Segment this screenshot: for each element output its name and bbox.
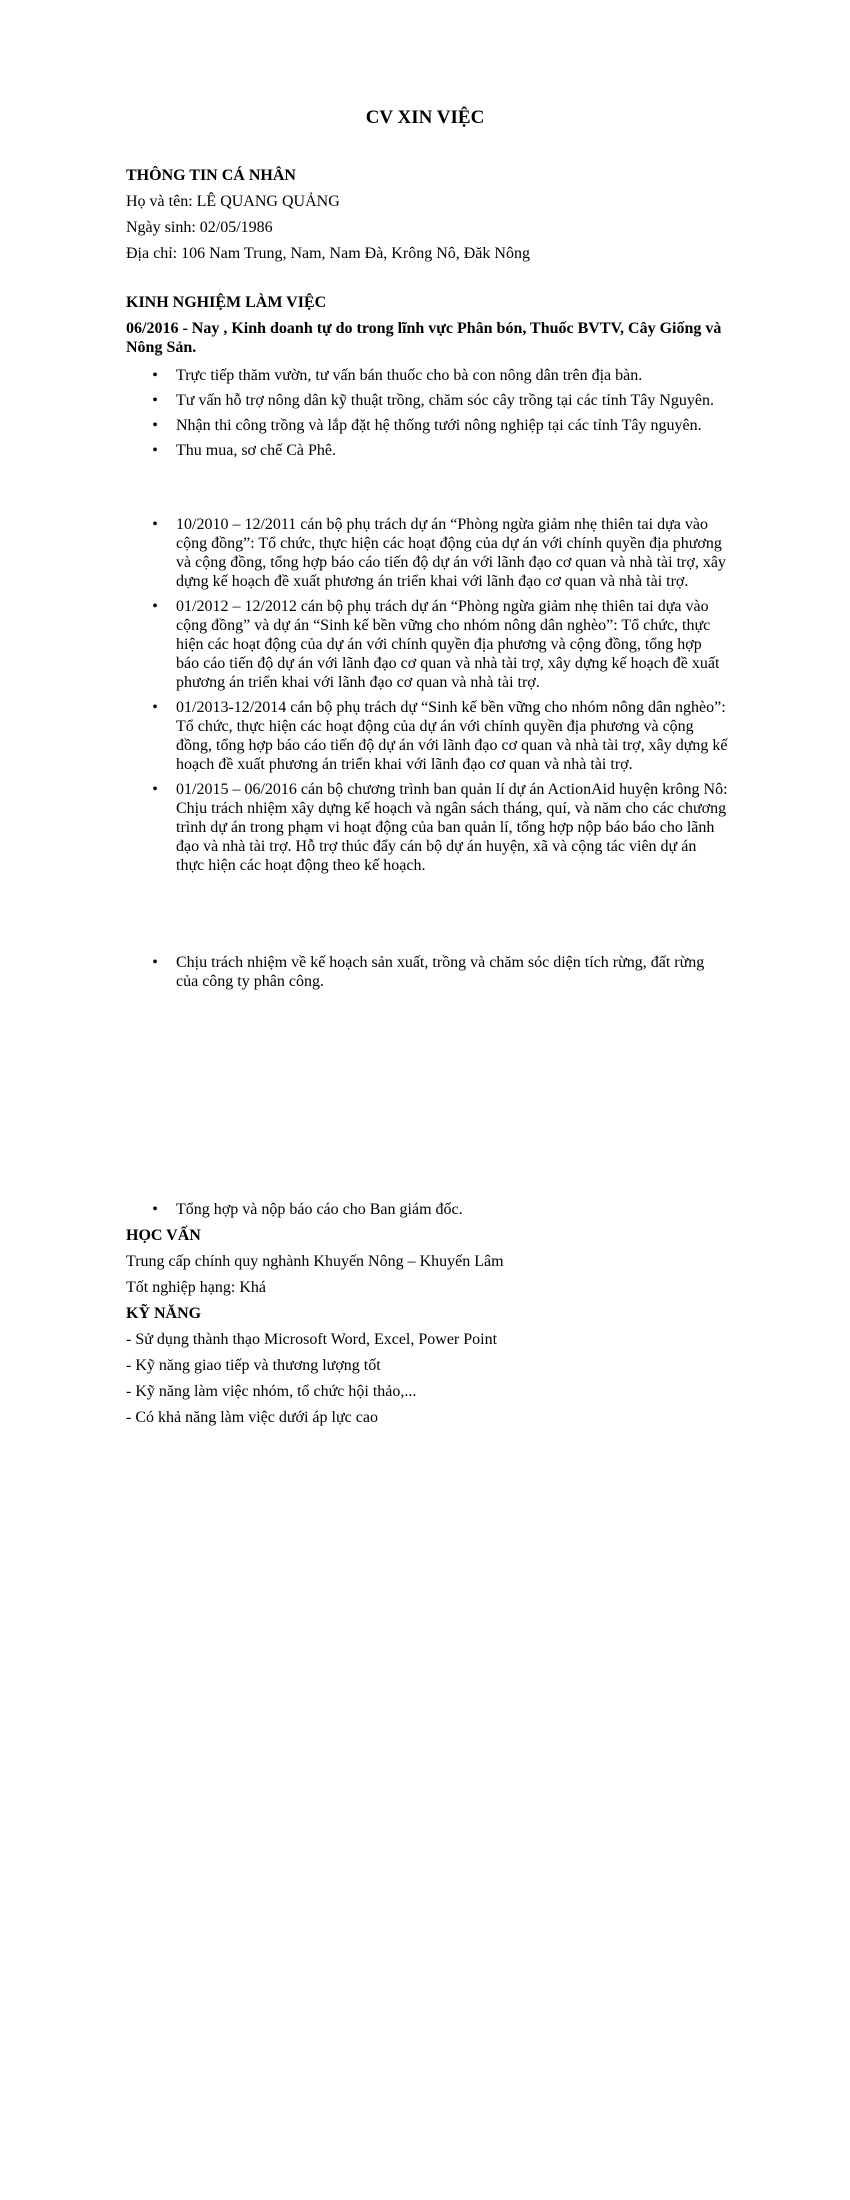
bullet-icon: •: [152, 598, 158, 615]
list-item: • Thu mua, sơ chế Cà Phê.: [126, 441, 728, 460]
list-item: • 01/2015 – 06/2016 cán bộ chương trình ban quản lí dự án ActionAid huyện krông Nô: Chịu trách nhiệm xây dựng kế hoạch và ngân sách tháng, quí, và năm cho các chương trình dự án trong phạm vi hoạt động của ban quản lí, tổng hợp nộp báo báo cho lãnh đạo và nhà tài trợ. Hỗ trợ thúc đẩy cán bộ dự án huyện, xã và cộng tác viên dự án thực hiện các hoạt động theo kế hoạch.: [126, 780, 728, 875]
dob-line: Ngày sinh: 02/05/1986: [126, 219, 273, 236]
skill-item: - Kỹ năng giao tiếp và thương lượng tốt: [126, 1357, 381, 1374]
education-line-1: Trung cấp chính quy nghành Khuyến Nông – Khuyến Lâm: [126, 1253, 504, 1270]
document-title: CV XIN VIỆC: [365, 107, 485, 128]
personal-info-section: [126, 166, 726, 264]
list-item: • Trực tiếp thăm vườn, tư vấn bán thuốc cho bà con nông dân trên địa bàn.: [126, 366, 728, 385]
list-item: • Tổng hợp và nộp báo cáo cho Ban giám đốc.: [126, 1200, 728, 1219]
skill-item: - Có khả năng làm việc dưới áp lực cao: [126, 1409, 378, 1426]
address-line: Địa chỉ: 106 Nam Trung, Nam, Nam Đà, Krông Nô, Đăk Nông: [126, 245, 530, 262]
experience-heading: KINH NGHIỆM LÀM VIỆC: [126, 294, 327, 311]
bullet-icon: •: [152, 1201, 158, 1218]
current-role-list: [126, 366, 728, 460]
project-list: [126, 515, 728, 875]
current-role: 06/2016 - Nay , Kinh doanh tự do trong lĩnh vực Phân bón, Thuốc BVTV, Cây Giống và Nông Sản.: [126, 320, 722, 356]
list-item: • Tư vấn hỗ trợ nông dân kỹ thuật trồng, chăm sóc cây trồng tại các tỉnh Tây Nguyên.: [126, 391, 728, 410]
name-line: Họ và tên: LÊ QUANG QUẢNG: [126, 193, 340, 210]
company-duty-list: [126, 953, 728, 991]
list-item: • 01/2013-12/2014 cán bộ phụ trách dự “Sinh kế bền vững cho nhóm nông dân nghèo”: Tổ chức, thực hiện các hoạt động của dự án với chính quyền địa phương và cộng đồng, tổng hợp báo cáo tiến độ dự án với lãnh đạo cơ quan và nhà tài trợ, xây dựng kế hoạch đề xuất phương án triển khai với lãnh đạo cơ quan và nhà tài trợ.: [126, 698, 728, 774]
skill-item: - Kỹ năng làm việc nhóm, tổ chức hội thảo,...: [126, 1383, 417, 1400]
bullet-icon: •: [152, 781, 158, 798]
skills-heading: KỸ NĂNG: [126, 1305, 202, 1322]
bullet-icon: •: [152, 954, 158, 971]
bullet-icon: •: [152, 442, 158, 459]
education-heading: HỌC VẤN: [126, 1227, 201, 1244]
report-duty-list: [126, 1200, 728, 1219]
list-item: • 01/2012 – 12/2012 cán bộ phụ trách dự án “Phòng ngừa giảm nhẹ thiên tai dựa vào cộng đồng” và dự án “Sinh kế bền vững cho nhóm nông dân nghèo”: Tổ chức, thực hiện các hoạt động của dự án với chính quyền địa phương và cộng đồng, tổng hợp báo cáo tiến độ dự án với lãnh đạo cơ quan và nhà tài trợ, xây dựng kế hoạch đề xuất phương án triển khai với lãnh đạo cơ quan và nhà tài trợ.: [126, 597, 728, 692]
bullet-icon: •: [152, 392, 158, 409]
skill-item: - Sử dụng thành thạo Microsoft Word, Excel, Power Point: [126, 1331, 498, 1348]
list-item: • Nhận thi công trồng và lắp đặt hệ thống tưới nông nghiệp tại các tỉnh Tây nguyên.: [126, 416, 728, 435]
bullet-icon: •: [152, 699, 158, 716]
education-line-2: Tốt nghiệp hạng: Khá: [126, 1279, 266, 1296]
experience-section: [126, 293, 726, 357]
bullet-icon: •: [152, 417, 158, 434]
bullet-icon: •: [152, 516, 158, 533]
skills-section: [126, 1304, 726, 1428]
personal-info-heading: THÔNG TIN CÁ NHÂN: [126, 167, 296, 184]
list-item: • 10/2010 – 12/2011 cán bộ phụ trách dự án “Phòng ngừa giảm nhẹ thiên tai dựa vào cộng đồng”: Tổ chức, thực hiện các hoạt động của dự án với chính quyền địa phương và cộng đồng, tổng hợp báo cáo tiến độ dự án với lãnh đạo cơ quan và nhà tài trợ, xây dựng kế hoạch đề xuất phương án triển khai với lãnh đạo cơ quan và nhà tài trợ.: [126, 515, 728, 591]
education-section: [126, 1226, 726, 1304]
bullet-icon: •: [152, 367, 158, 384]
list-item: • Chịu trách nhiệm về kế hoạch sản xuất, trồng và chăm sóc diện tích rừng, đất rừng của công ty phân công.: [126, 953, 728, 991]
